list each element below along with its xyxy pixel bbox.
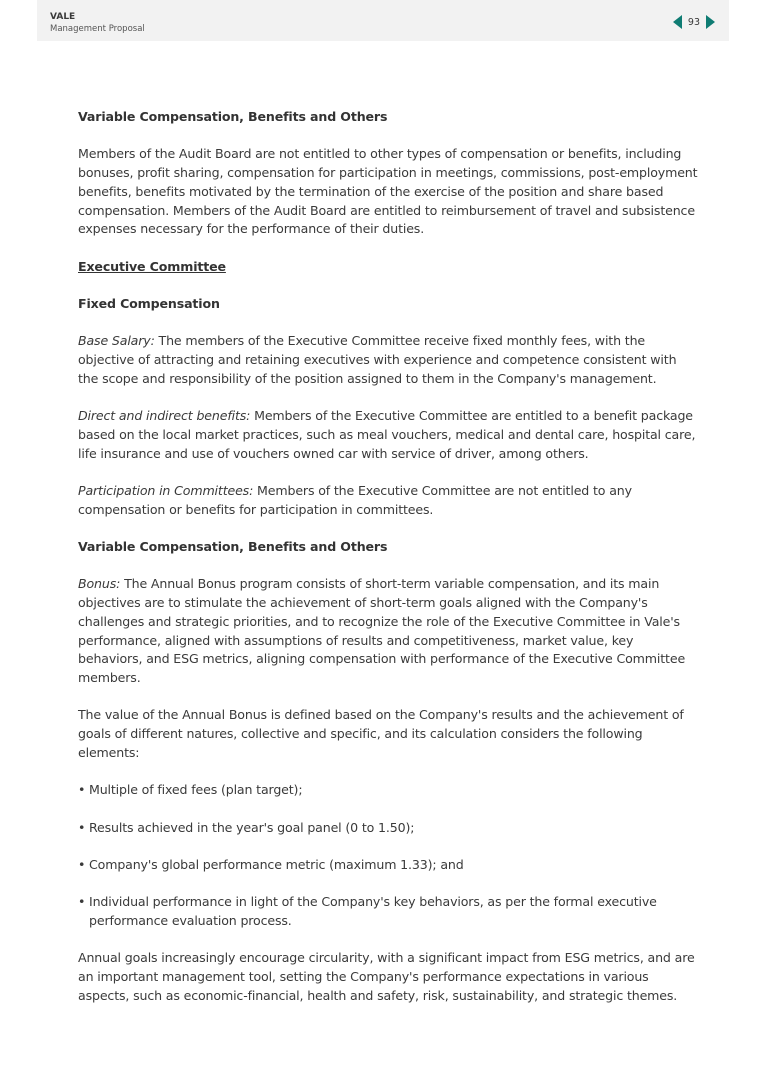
previous-page-icon[interactable] bbox=[673, 15, 682, 29]
brand-name: VALE bbox=[50, 12, 76, 22]
benefits-paragraph bbox=[78, 407, 698, 463]
bonus-text: The Annual Bonus program consists of short-term variable compensation, and its main objectives are to stimulate the achievement of short-term goals aligned with the Company's challenges and strategic priorities, and to recognize the role of the Executive Committee in Vale's performance, aligned with assumptions of results and competitiveness, market value, key behaviors, and ESG metrics, aligning compensation with performance of the Executive Committee members. bbox=[78, 576, 686, 685]
list-item: • Company's global performance metric (maximum 1.33); and bbox=[78, 856, 464, 872]
committees-text: Members of the Executive Committee are not entitled to any compensation or benefits for participation in committees. bbox=[78, 482, 632, 517]
committees-lead: Participation in Committees: bbox=[78, 482, 254, 498]
benefits-lead: Direct and indirect benefits: bbox=[78, 408, 251, 424]
base-salary-text: The members of the Executive Committee receive fixed monthly fees, with the objective of attracting and retaining executives with experience and competence consistent with the scope and responsibility of the position assigned to them in the Company's management. bbox=[78, 333, 677, 386]
fixed-compensation-heading: Fixed Compensation bbox=[78, 295, 220, 311]
page-number: 93 bbox=[687, 16, 700, 28]
next-page-icon[interactable] bbox=[706, 15, 715, 29]
page-navigator bbox=[673, 14, 715, 30]
document-body bbox=[78, 108, 698, 1024]
base-salary-lead: Base Salary: bbox=[78, 333, 155, 349]
committees-paragraph bbox=[78, 482, 698, 519]
list-item: • Results achieved in the year's goal panel (0 to 1.50); bbox=[78, 819, 415, 835]
exec-variable-heading: Variable Compensation, Benefits and Others bbox=[78, 539, 388, 555]
bonus-lead: Bonus: bbox=[78, 576, 121, 592]
list-item: • Multiple of fixed fees (plan target); bbox=[78, 782, 303, 798]
bonus-paragraph bbox=[78, 575, 698, 687]
base-salary-paragraph bbox=[78, 332, 698, 388]
annual-bonus-paragraph: The value of the Annual Bonus is defined based on the Company's results and the achievement of goals of different natures, collective and specific, and its calculation considers the following elements: bbox=[78, 707, 684, 760]
audit-variable-paragraph: Members of the Audit Board are not entitled to other types of compensation or benefits, including bonuses, profit sharing, compensation for participation in meetings, commissions, post-employment benefits, benefits motivated by the termination of the exercise of the position and share based compensation. Members of the Audit Board are entitled to reimbursement of travel and subsistence expenses necessary for the performance of their duties. bbox=[78, 146, 698, 237]
brand-block bbox=[50, 12, 145, 35]
list-item-text: Multiple of fixed fees (plan target); bbox=[89, 782, 303, 798]
audit-variable-heading: Variable Compensation, Benefits and Others bbox=[78, 109, 388, 124]
list-item-text: Individual performance in light of the Company's key behaviors, as per the formal executive performance evaluation process. bbox=[89, 894, 657, 929]
list-item-text: Results achieved in the year's goal panel (0 to 1.50); bbox=[89, 819, 415, 835]
benefits-text: Members of the Executive Committee are entitled to a benefit package based on the local market practices, such as meal vouchers, medical and dental care, hospital care, life insurance and use of vouchers owned car with service of driver, among others. bbox=[78, 408, 696, 461]
executive-committee-heading: Executive Committee bbox=[78, 258, 226, 274]
closing-paragraph: Annual goals increasingly encourage circularity, with a significant impact from ESG metrics, and are an important management tool, setting the Company's performance expectations in various aspects, such as economic-financial, health and safety, risk, sustainability, and strategic themes. bbox=[78, 950, 695, 1003]
page-header bbox=[37, 0, 729, 41]
list-item: • Individual performance in light of the Company's key behaviors, as per the formal executive performance evaluation process. bbox=[78, 894, 657, 929]
list-item-text: Company's global performance metric (maximum 1.33); and bbox=[89, 856, 464, 872]
document-subtitle: Management Proposal bbox=[50, 24, 145, 34]
